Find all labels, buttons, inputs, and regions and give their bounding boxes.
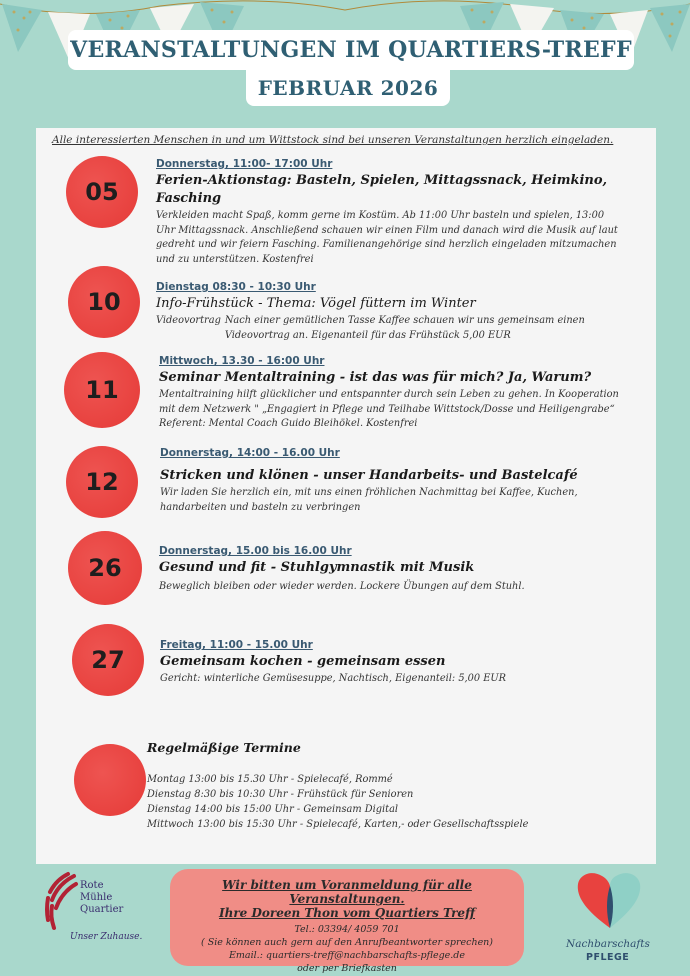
day-circle-10: 10 (68, 266, 140, 338)
logo-left-tagline: Unser Zuhause. (70, 932, 143, 942)
event-date: Donnerstag, 15.00 bis 16.00 Uhr (159, 545, 352, 557)
event-10 (156, 281, 626, 343)
event-title: Ferien-Aktionstag: Basteln, Spielen, Mittagssnack, Heimkino, Fasching (156, 173, 608, 206)
regular-item: Dienstag 8:30 bis 10:30 Uhr - Frühstück für Senioren (147, 789, 414, 800)
contact-note: ( Sie können auch gern auf den Anrufbeantworter sprechen) (200, 937, 494, 948)
regular-item: Dienstag 14:00 bis 15:00 Uhr - Gemeinsam Digital (147, 804, 399, 815)
intro-text: Alle interessierten Menschen in und um Wittstock sind bei unseren Veranstaltungen herzlich eingeladen. (52, 134, 614, 146)
day-circle-05: 05 (66, 156, 138, 228)
event-27 (160, 639, 630, 687)
regular-title: Regelmäßige Termine (147, 740, 301, 755)
event-date: Mittwoch, 13.30 - 16:00 Uhr (159, 355, 325, 367)
contact-alt: oder per Briefkasten (297, 963, 397, 974)
subtitle-banner (246, 70, 450, 106)
event-date: Freitag, 11:00 - 15.00 Uhr (160, 639, 313, 651)
page-title: VERANSTALTUNGEN IM QUARTIERS-TREFF (70, 37, 632, 63)
regular-item: Mittwoch 13:00 bis 15:30 Uhr - Spielecafé, Karten,- oder Gesellschaftsspiele (147, 819, 529, 830)
day-circle-11: 11 (64, 352, 140, 428)
event-description: Gericht: winterliche Gemüsesuppe, Nachtisch, Eigenanteil: 5,00 EUR (160, 673, 507, 684)
logo-right-line2: PFLEGE (586, 952, 630, 963)
logo-left-line2: Mühle (80, 892, 113, 903)
event-description: Beweglich bleiben oder wieder werden. Lockere Übungen auf dem Stuhl. (159, 581, 525, 592)
regular-item: Montag 13:00 bis 15.30 Uhr - Spielecafé, Rommé (147, 774, 393, 785)
day-circle-26: 26 (68, 531, 142, 605)
logo-right-line1: Nachbarschafts (566, 938, 650, 950)
event-description: Wir laden Sie herzlich ein, mit uns einen fröhlichen Nachmittag bei Kaffee, Kuchen, handarbeiten und basteln zu verbringen (160, 487, 578, 513)
event-title: Stricken und klönen - unser Handarbeits- und Bastelcafé (160, 468, 578, 483)
contact-box (170, 869, 524, 974)
regular-circle (74, 744, 146, 816)
logo-left-line3: Quartier (80, 904, 124, 915)
contact-line1: Wir bitten um Voranmeldung für alle Veranstaltungen. (222, 878, 472, 906)
title-banner (68, 30, 634, 70)
event-11 (159, 355, 629, 432)
event-title: Seminar Mentaltraining - ist das was für mich? Ja, Warum? (159, 370, 592, 385)
event-date: Donnerstag, 11:00- 17:00 Uhr (156, 158, 333, 170)
windmill-icon (44, 870, 80, 932)
event-description: Verkleiden macht Spaß, komm gerne im Kostüm. Ab 11:00 Uhr basteln und spielen, 13:00 Uhr Mittagssnack. Anschließend schauen wir einen Film und danach wird die Musik auf laut gedreht und wir feiern Fasching. Familienangehörige sind herzlich eingeladen mitzumachen und zu unterstützen. Kostenfrei (156, 210, 618, 265)
event-title: Gesund und fit - Stuhlgymnastik mit Musik (159, 560, 475, 575)
event-date: Donnerstag, 14:00 - 16.00 Uhr (160, 447, 340, 459)
contact-email[interactable]: Email.: quartiers-treff@nachbarschafts-pflege.de (228, 950, 465, 961)
regular-list (147, 772, 528, 832)
contact-line2: Ihre Doreen Thon vom Quartiers Treff (219, 906, 475, 920)
page-subtitle: FEBRUAR 2026 (257, 76, 439, 100)
event-date: Dienstag 08:30 - 10:30 Uhr (156, 281, 316, 293)
heart-icon (574, 868, 644, 934)
event-title: Info-Frühstück - Thema: Vögel füttern im Winter (156, 296, 476, 311)
event-05 (156, 158, 626, 267)
event-description: Mentaltraining hilft glücklicher und entspannter durch sein Leben zu gehen. In Kooperation mit dem Netzwerk " „Engagiert in Pflege und Teilhabe Wittstock/Dosse und Heiligengrabe“ Referent: Mental Coach Guido Bleihökel. Kostenfrei (159, 389, 619, 429)
event-26 (159, 545, 629, 595)
day-circle-27: 27 (72, 624, 144, 696)
logo-left-line1: Rote (80, 880, 104, 891)
logo-left-text (80, 880, 123, 916)
contact-phone[interactable]: Tel.: 03394/ 4059 701 (294, 924, 400, 935)
rote-muehle-logo (44, 870, 143, 942)
event-12 (160, 447, 630, 515)
event-description: Nach einer gemütlichen Tasse Kaffee schauen wir uns gemeinsam einen Videovortrag an. Eigenanteil für das Frühstück 5,00 EUR (224, 315, 585, 341)
day-circle-12: 12 (66, 446, 138, 518)
event-label: Videovortrag (156, 315, 221, 326)
event-title: Gemeinsam kochen - gemeinsam essen (160, 654, 446, 669)
